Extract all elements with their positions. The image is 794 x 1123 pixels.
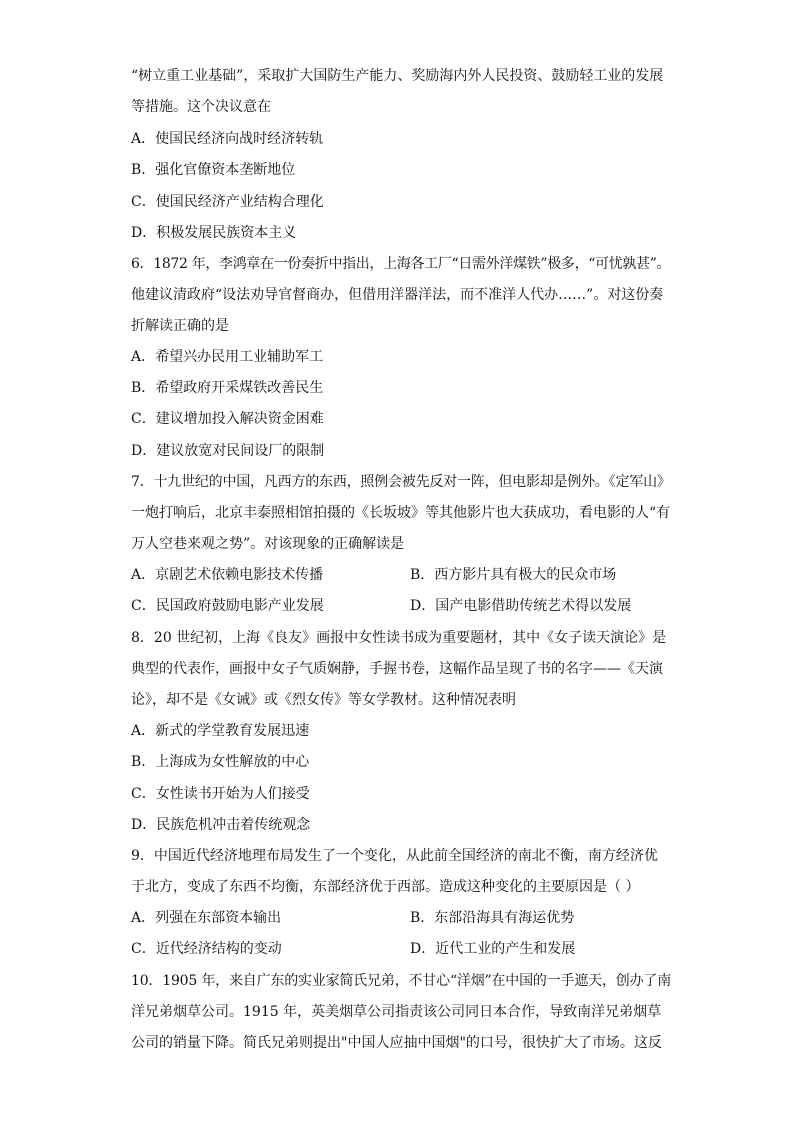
q6-stem-line-2: 他建议清政府“设法劝导官督商办，但借用洋器洋法，而不准洋人代办……”。对这份奏 <box>131 287 664 303</box>
q9-option-c: C．近代经济结构的变动 <box>131 941 282 957</box>
q9-stem-line-2: 于北方，变成了东西不均衡，东部经济优于西部。造成这种变化的主要原因是（ ） <box>131 879 640 895</box>
q7-option-c: C．民国政府鼓励电影产业发展 <box>131 598 324 614</box>
q6-option-c: C．建议增加投入解决资金困难 <box>131 411 324 427</box>
q5-option-c: C．使国民经济产业结构合理化 <box>131 194 324 210</box>
q8-option-d: D．民族危机冲击着传统观念 <box>131 817 311 833</box>
q7-stem-line-2: 一炮打响后，北京丰泰照相馆拍摄的《长坂坡》等其他影片也大获成功，看电影的人“有 <box>131 505 671 521</box>
q7-stem-line-1: 7．十九世纪的中国，凡西方的东西，照例会被先反对一阵，但电影却是例外。《定军山》 <box>131 474 671 490</box>
q9-option-a: A．列强在东部资本输出 <box>131 910 282 926</box>
q5-option-a: A．使国民经济向战时经济转轨 <box>131 131 324 147</box>
q5-option-b: B．强化官僚资本垄断地位 <box>131 162 296 178</box>
q7-option-d: D．国产电影借助传统艺术得以发展 <box>410 598 632 614</box>
q8-stem-line-2: 典型的代表作，画报中女子气质娴静，手握书卷，这幅作品呈现了书的名字——《天演 <box>131 661 663 677</box>
q7-option-a: A．京剧艺术依赖电影技术传播 <box>131 567 324 583</box>
q7-stem-line-3: 万人空巷来观之势”。对该现象的正确解读是 <box>131 536 405 552</box>
q9-stem-line-1: 9．中国近代经济地理布局发生了一个变化，从此前全国经济的南北不衡，南方经济优 <box>131 848 658 864</box>
q8-stem-line-1: 8．20 世纪初，上海《良友》画报中女性读书成为重要题材，其中《女子读天演论》是 <box>131 630 667 646</box>
q5-stem-line-2: 等措施。这个决议意在 <box>131 99 271 115</box>
q6-stem-line-1: 6．1872 年，李鸿章在一份奏折中指出，上海各工厂“日需外洋煤铁”极多，“可忧孰甚”。 <box>131 256 671 272</box>
q8-option-c: C．女性读书开始为人们接受 <box>131 786 310 802</box>
q10-stem-line-3: 公司的销量下降。简氏兄弟则提出"中国人应抽中国烟"的口号，很快扩大了市场。这反 <box>131 1035 662 1051</box>
q9-option-b: B．东部沿海具有海运优势 <box>410 910 575 926</box>
q5-option-d: D．积极发展民族资本主义 <box>131 225 297 241</box>
q6-stem-line-3: 折解读正确的是 <box>131 318 229 334</box>
q8-option-b: B．上海成为女性解放的中心 <box>131 754 310 770</box>
q7-option-b: B．西方影片具有极大的民众市场 <box>410 567 617 583</box>
q5-stem-line-1: “树立重工业基础”，采取扩大国防生产能力、奖励海内外人民投资、鼓励轻工业的发展 <box>131 68 664 84</box>
q10-stem-line-2: 洋兄弟烟草公司。1915 年，英美烟草公司指责该公司同日本合作，导致南洋兄弟烟草 <box>131 1004 662 1020</box>
q8-option-a: A．新式的学堂教育发展迅速 <box>131 723 310 739</box>
q10-stem-line-1: 10．1905 年，来自广东的实业家简氏兄弟，不甘心“洋烟”在中国的一手遮天，创办了南 <box>131 973 672 989</box>
q9-option-d: D．近代工业的产生和发展 <box>410 941 576 957</box>
q6-option-a: A．希望兴办民用工业辅助军工 <box>131 349 324 365</box>
q6-option-d: D．建议放宽对民间设厂的限制 <box>131 443 325 459</box>
q8-stem-line-3: 论》，却不是《女诫》或《烈女传》等女学教材。这种情况表明 <box>131 692 516 708</box>
q6-option-b: B．希望政府开采煤铁改善民生 <box>131 380 324 396</box>
